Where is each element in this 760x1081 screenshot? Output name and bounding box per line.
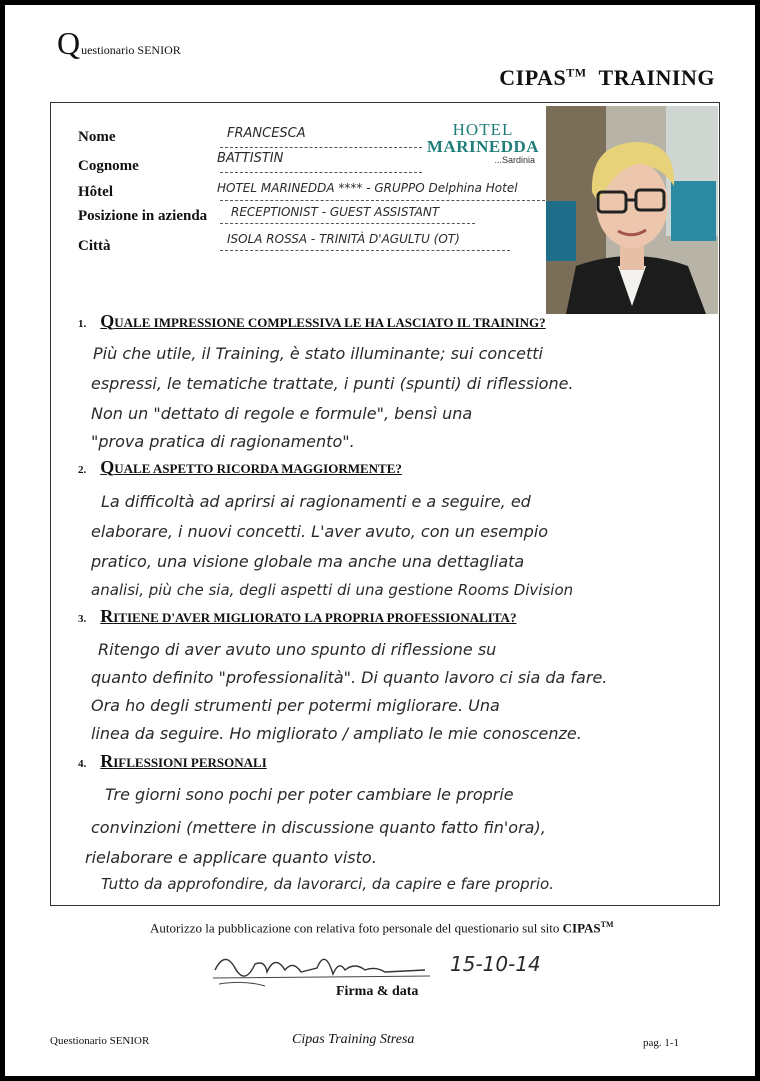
question-1: 1. QUALE IMPRESSIONE COMPLESSIVA LE HA LASCIATO IL TRAINING? <box>78 311 546 331</box>
answer-3-line-3: Ora ho degli strumenti per potermi migliorare. Una <box>91 696 500 715</box>
label-citta: Città <box>78 238 111 254</box>
answer-2-line-2: elaborare, i nuovi concetti. L'aver avuto, con un esempio <box>91 522 549 541</box>
dotline-citta <box>220 250 510 251</box>
answer-3-line-2: quanto definito "professionalità". Di quanto lavoro ci sia da fare. <box>91 668 608 687</box>
footer-center: Cipas Training Stresa <box>292 1032 415 1047</box>
label-nome: Nome <box>78 129 116 145</box>
answer-1-line-3: Non un "dettato di regole e formule", bensì una <box>91 404 473 423</box>
label-cognome: Cognome <box>78 158 139 174</box>
dotline-cognome <box>220 172 422 173</box>
question-4: 4. RIFLESSIONI PERSONALI <box>78 751 267 771</box>
label-posizione: Posizione in azienda <box>78 208 208 224</box>
answer-3-line-4: linea da seguire. Ho migliorato / ampliato le mie conoscenze. <box>91 724 582 743</box>
answer-4-line-1: Tre giorni sono pochi per poter cambiare le proprie <box>105 785 514 804</box>
dotline-hotel <box>220 200 545 201</box>
answer-3-line-1: Ritengo di aver avuto uno spunto di riflessione su <box>98 640 497 659</box>
answer-1-line-4: "prova pratica di ragionamento". <box>91 432 355 451</box>
question-3: 3. RITIENE D'AVER MIGLIORATO LA PROPRIA PROFESSIONALITA? <box>78 606 517 626</box>
questionnaire-page <box>5 5 755 1076</box>
answer-2-line-1: La difficoltà ad aprirsi ai ragionamenti e a seguire, ed <box>101 492 531 511</box>
value-nome: FRANCESCA <box>227 126 306 141</box>
value-hotel: HOTEL MARINEDDA **** - GRUPPO Delphina Hotel <box>217 181 518 195</box>
answer-4-line-3: rielaborare e applicare quanto visto. <box>85 848 377 867</box>
signature-date: 15-10-14 <box>450 952 541 976</box>
answer-4-line-4: Tutto da approfondire, da lavorarci, da capire e fare proprio. <box>101 875 554 893</box>
hotel-logo: HOTEL MARINEDDA ...Sardinia <box>426 120 540 165</box>
answer-2-line-3: pratico, una visione globale ma anche una dettagliata <box>91 552 525 571</box>
portrait-image <box>546 106 718 314</box>
value-citta: ISOLA ROSSA - TRINITÀ D'AGULTU (OT) <box>227 232 460 246</box>
dotline-posizione <box>220 223 475 224</box>
label-hotel: Hôtel <box>78 184 113 200</box>
answer-1-line-2: espressi, le tematiche trattate, i punti (spunti) di riflessione. <box>91 374 574 393</box>
cipas-brand-title: CIPAS™ TRAINING <box>499 65 715 90</box>
footer-page: pag. 1-1 <box>643 1037 680 1049</box>
firma-data-label: Firma & data <box>336 984 419 999</box>
footer-left: Questionario SENIOR <box>50 1035 150 1047</box>
value-posizione: RECEPTIONIST - GUEST ASSISTANT <box>231 205 440 219</box>
value-cognome: BATTISTIN <box>217 151 284 166</box>
header-left-title: Questionario SENIOR <box>57 25 181 61</box>
profile-photo <box>546 106 718 314</box>
answer-1-line-1: Più che utile, il Training, è stato illuminante; sui concetti <box>93 344 543 363</box>
answer-2-line-4: analisi, più che sia, degli aspetti di una gestione Rooms Division <box>91 581 574 599</box>
answer-4-line-2: convinzioni (mettere in discussione quanto fatto fin'ora), <box>91 818 546 837</box>
question-2: 2. QUALE ASPETTO RICORDA MAGGIORMENTE? <box>78 457 402 477</box>
authorization-text: Autorizzo la pubblicazione con relativa foto personale del questionario sul sito CIPAS™ <box>150 920 614 936</box>
dotline-nome <box>220 147 422 148</box>
